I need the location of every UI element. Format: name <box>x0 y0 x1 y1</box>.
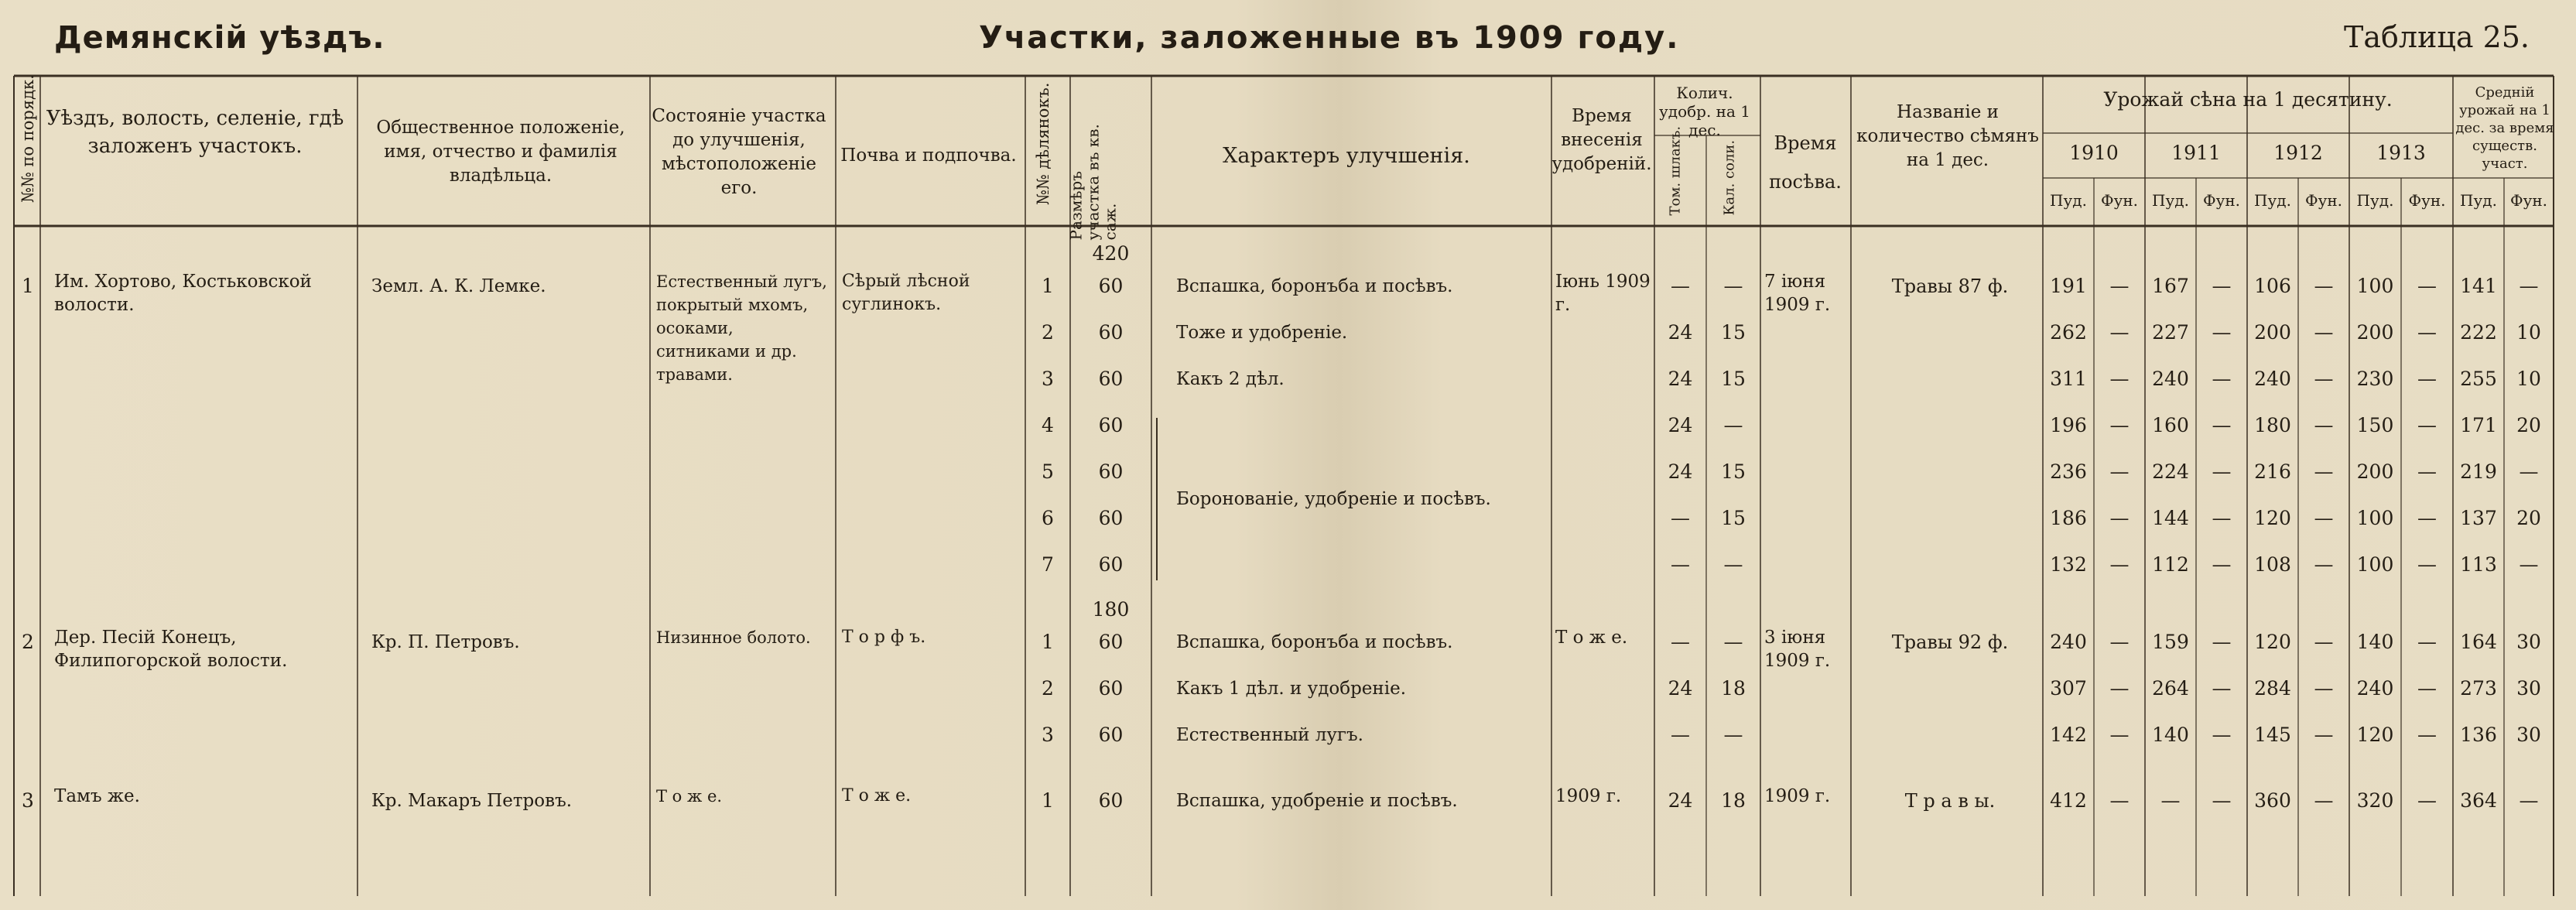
yield-fun: — <box>2417 368 2437 390</box>
avg-fun: 10 <box>2516 368 2541 390</box>
yield-pud: 142 <box>2050 724 2087 746</box>
yield-fun: — <box>2314 414 2334 436</box>
yield-fun: — <box>2109 275 2130 297</box>
yield-fun: — <box>2212 631 2232 653</box>
yield-pud: 120 <box>2254 631 2291 653</box>
yield-fun: — <box>2212 724 2232 746</box>
yield-pud: 307 <box>2050 677 2087 700</box>
yield-pud: 224 <box>2152 460 2189 483</box>
fert-tom-cell: 24 <box>1668 789 1693 812</box>
plot-size: 60 <box>1098 368 1124 390</box>
yield-pud: 186 <box>2050 507 2087 529</box>
fert-kal-cell: 18 <box>1721 789 1746 812</box>
plot-number: 1 <box>1042 789 1054 812</box>
yield-fun: — <box>2212 275 2232 297</box>
yield-fun: — <box>2109 507 2130 529</box>
avg-fun: — <box>2519 275 2539 297</box>
avg-fun: — <box>2519 553 2539 576</box>
subheader-pud: Пуд. <box>2460 191 2497 210</box>
plot-number: 4 <box>1042 414 1054 436</box>
fert-tom-cell: — <box>1671 631 1690 653</box>
yield-pud: 240 <box>2254 368 2291 390</box>
fert-kal-cell: 15 <box>1721 507 1746 529</box>
col-header-year-1910: 1910 <box>2069 142 2119 164</box>
subheader-fun: Фун. <box>2100 191 2139 210</box>
yield-pud: 240 <box>2050 631 2087 653</box>
yield-pud: 200 <box>2356 321 2394 344</box>
col-header-no: №№ по порядк. <box>19 74 37 203</box>
yield-pud: 230 <box>2356 368 2394 390</box>
avg-pud: 164 <box>2460 631 2497 653</box>
col-header-avg: Средній урожай на 1 дес. за время существ. участ. <box>2455 84 2554 172</box>
fert-time-cell: Іюнь 1909 г. <box>1555 272 1651 315</box>
yield-fun: — <box>2417 553 2437 576</box>
improvement-cell: Вспашка, боронъба и посѣвъ. <box>1176 632 1453 652</box>
yield-fun: — <box>2212 414 2232 436</box>
col-header-improvement: Характеръ улучшенія. <box>1223 144 1470 168</box>
col-header-fert-qty: Колич. удобр. на 1 дес. <box>1658 84 1751 139</box>
yield-fun: — <box>2109 553 2130 576</box>
yield-pud: 360 <box>2254 789 2291 812</box>
yield-fun: — <box>2109 631 2130 653</box>
fert-tom-cell: 24 <box>1668 321 1693 344</box>
avg-pud: 364 <box>2460 789 2497 812</box>
yield-fun: — <box>2212 368 2232 390</box>
improvement-cell: Вспашка, боронъба и посѣвъ. <box>1176 276 1453 296</box>
yield-fun: — <box>2314 677 2334 700</box>
state-cell: Т о ж е. <box>656 787 723 806</box>
yield-fun: — <box>2212 321 2232 344</box>
yield-fun: — <box>2314 553 2334 576</box>
yield-pud: 100 <box>2356 275 2394 297</box>
col-header-soil: Почва и подпочва. <box>840 145 1017 166</box>
avg-fun: 30 <box>2516 677 2541 700</box>
subheader-pud: Пуд. <box>2050 191 2087 210</box>
col-header-fert-tom: Том. шлакъ. <box>1667 125 1684 216</box>
avg-pud: 222 <box>2460 321 2497 344</box>
yield-fun: — <box>2109 368 2130 390</box>
yield-pud: 200 <box>2356 460 2394 483</box>
sow-time-cell: 3 іюня 1909 г. <box>1764 628 1831 671</box>
col-header-year-1912: 1912 <box>2273 142 2323 164</box>
plot-number: 2 <box>1042 677 1054 700</box>
yield-fun: — <box>2417 724 2437 746</box>
avg-fun: 30 <box>2516 631 2541 653</box>
plot-number: 3 <box>1042 724 1054 746</box>
avg-pud: 219 <box>2460 460 2497 483</box>
yield-fun: — <box>2212 507 2232 529</box>
avg-pud: 113 <box>2460 553 2497 576</box>
yield-fun: — <box>2314 631 2334 653</box>
yield-pud: 216 <box>2254 460 2291 483</box>
plot-number: 7 <box>1042 553 1054 576</box>
col-header-year-1913: 1913 <box>2376 142 2426 164</box>
page-title: Участки, заложенные въ 1909 году. <box>979 20 1680 56</box>
soil-cell: Т о ж е. <box>842 786 912 806</box>
yield-pud: 159 <box>2152 631 2189 653</box>
improvement-cell: Естественный лугъ. <box>1176 725 1363 745</box>
col-header-fert-time: Время внесенія удобреній. <box>1551 106 1652 174</box>
avg-pud: 255 <box>2460 368 2497 390</box>
col-header-seeds: Названіе и количество сѣмянъ на 1 дес. <box>1856 102 2039 170</box>
subheader-fun: Фун. <box>2509 191 2548 210</box>
owner-cell: Земл. А. К. Лемке. <box>371 276 546 296</box>
yield-fun: — <box>2212 677 2232 700</box>
yield-pud: — <box>2160 789 2181 812</box>
yield-pud: 160 <box>2152 414 2189 436</box>
col-header-owner: Общественное положеніе, имя, отчество и фамилія владѣльца. <box>376 118 625 186</box>
col-header-plot-no: №№ дѣлянокъ. <box>1034 82 1052 205</box>
row-number: 2 <box>22 631 34 653</box>
location-cell: Дер. Песій Конецъ, Филипогорской волости. <box>54 628 288 671</box>
yield-fun: — <box>2417 460 2437 483</box>
yield-fun: — <box>2314 275 2334 297</box>
subheader-pud: Пуд. <box>2356 191 2394 210</box>
yield-pud: 140 <box>2356 631 2394 653</box>
avg-pud: 137 <box>2460 507 2497 529</box>
seeds-cell: Т р а в ы. <box>1904 790 1996 812</box>
seeds-cell: Травы 87 ф. <box>1891 275 2009 297</box>
soil-cell: Сѣрый лѣсной суглинокъ. <box>842 272 970 314</box>
state-cell: Естественный лугъ, покрытый мхомъ, осоками, ситниками и др. травами. <box>656 272 827 384</box>
plot-number: 6 <box>1042 507 1054 529</box>
row-brace <box>1156 418 1165 580</box>
avg-fun: 20 <box>2516 414 2541 436</box>
yield-fun: — <box>2314 507 2334 529</box>
yield-pud: 140 <box>2152 724 2189 746</box>
fert-tom-cell: 24 <box>1668 368 1693 390</box>
fert-kal-cell: 15 <box>1721 460 1746 483</box>
yield-pud: 227 <box>2152 321 2189 344</box>
location-cell: Тамъ же. <box>54 786 140 806</box>
fert-kal-cell: — <box>1723 275 1743 297</box>
fert-kal-cell: 15 <box>1721 321 1746 344</box>
yield-fun: — <box>2417 677 2437 700</box>
fert-kal-cell: — <box>1723 414 1743 436</box>
fert-tom-cell: — <box>1671 553 1690 576</box>
yield-pud: 236 <box>2050 460 2087 483</box>
row-number: 1 <box>22 275 34 297</box>
location-cell: Им. Хортово, Костьковской волости. <box>54 272 312 315</box>
yield-fun: — <box>2109 460 2130 483</box>
yield-fun: — <box>2314 460 2334 483</box>
yield-pud: 120 <box>2356 724 2394 746</box>
yield-pud: 191 <box>2050 275 2087 297</box>
plot-size: 60 <box>1098 631 1124 653</box>
yield-pud: 196 <box>2050 414 2087 436</box>
col-header-state: Состояніе участка до улучшенія, мѣстоположеніе его. <box>652 106 826 198</box>
subheader-pud: Пуд. <box>2254 191 2291 210</box>
yield-fun: — <box>2109 677 2130 700</box>
col-header-sow-time: Время посѣва. <box>1769 132 1842 193</box>
fert-tom-cell: 24 <box>1668 414 1693 436</box>
avg-fun: — <box>2519 460 2539 483</box>
table-number: Таблица 25. <box>2344 20 2530 54</box>
yield-pud: 200 <box>2254 321 2291 344</box>
yield-pud: 412 <box>2050 789 2087 812</box>
yield-fun: — <box>2212 789 2232 812</box>
yield-fun: — <box>2109 414 2130 436</box>
avg-pud: 141 <box>2460 275 2497 297</box>
yield-pud: 180 <box>2254 414 2291 436</box>
yield-fun: — <box>2417 321 2437 344</box>
yield-fun: — <box>2417 789 2437 812</box>
yield-pud: 100 <box>2356 553 2394 576</box>
yield-pud: 262 <box>2050 321 2087 344</box>
fert-tom-cell: — <box>1671 275 1690 297</box>
plot-number: 5 <box>1042 460 1054 483</box>
yield-pud: 240 <box>2152 368 2189 390</box>
sow-time-cell: 1909 г. <box>1764 786 1831 806</box>
size-total: 180 <box>1092 598 1130 621</box>
avg-pud: 136 <box>2460 724 2497 746</box>
yield-pud: 240 <box>2356 677 2394 700</box>
improvement-cell: Вспашка, удобреніе и посѣвъ. <box>1176 791 1458 811</box>
yield-fun: — <box>2314 724 2334 746</box>
col-header-yield: Урожай сѣна на 1 десятину. <box>2103 88 2393 111</box>
yield-fun: — <box>2314 321 2334 344</box>
plot-size: 60 <box>1098 553 1124 576</box>
yield-fun: — <box>2417 631 2437 653</box>
yield-pud: 100 <box>2356 507 2394 529</box>
yield-pud: 284 <box>2254 677 2291 700</box>
plot-size: 60 <box>1098 677 1124 700</box>
yield-fun: — <box>2417 414 2437 436</box>
plot-size: 60 <box>1098 724 1124 746</box>
yield-pud: 311 <box>2050 368 2087 390</box>
yield-fun: — <box>2314 789 2334 812</box>
yield-pud: 145 <box>2254 724 2291 746</box>
plot-size: 60 <box>1098 789 1124 812</box>
yield-fun: — <box>2314 368 2334 390</box>
yield-fun: — <box>2212 553 2232 576</box>
plot-number: 1 <box>1042 275 1054 297</box>
avg-fun: 20 <box>2516 507 2541 529</box>
subheader-fun: Фун. <box>2304 191 2343 210</box>
avg-fun: — <box>2519 789 2539 812</box>
yield-fun: — <box>2417 275 2437 297</box>
plot-size: 60 <box>1098 321 1124 344</box>
subheader-fun: Фун. <box>2202 191 2241 210</box>
fert-kal-cell: — <box>1723 724 1743 746</box>
district-heading: Демянскій уѣздъ. <box>54 20 385 56</box>
seeds-cell: Травы 92 ф. <box>1891 631 2009 653</box>
yield-fun: — <box>2417 507 2437 529</box>
yield-pud: 320 <box>2356 789 2394 812</box>
row-number: 3 <box>22 789 34 812</box>
fert-tom-cell: 24 <box>1668 460 1693 483</box>
plot-size: 60 <box>1098 275 1124 297</box>
subheader-pud: Пуд. <box>2152 191 2189 210</box>
fert-kal-cell: 15 <box>1721 368 1746 390</box>
yield-pud: 132 <box>2050 553 2087 576</box>
fert-time-cell: 1909 г. <box>1555 786 1622 806</box>
fert-tom-cell: — <box>1671 724 1690 746</box>
subheader-fun: Фун. <box>2408 191 2446 210</box>
col-header-size: Размѣръ участка въ кв. саж. <box>1066 124 1120 241</box>
plot-size: 60 <box>1098 460 1124 483</box>
plot-size: 60 <box>1098 414 1124 436</box>
owner-cell: Кр. П. Петровъ. <box>371 632 520 652</box>
size-total: 420 <box>1092 242 1130 265</box>
col-header-year-1911: 1911 <box>2171 142 2221 164</box>
fert-kal-cell: — <box>1723 631 1743 653</box>
plot-number: 2 <box>1042 321 1054 344</box>
improvement-brace-text: Боронованіе, удобреніе и посѣвъ. <box>1176 489 1491 509</box>
col-header-fert-kal: Кал. соли. <box>1721 139 1738 216</box>
fert-kal-cell: — <box>1723 553 1743 576</box>
yield-pud: 264 <box>2152 677 2189 700</box>
plot-number: 3 <box>1042 368 1054 390</box>
yield-fun: — <box>2212 460 2232 483</box>
soil-cell: Т о р ф ъ. <box>842 628 926 647</box>
col-header-location: Уѣздъ, волость, селеніе, гдѣ заложенъ участокъ. <box>46 107 344 158</box>
yield-pud: 120 <box>2254 507 2291 529</box>
yield-pud: 106 <box>2254 275 2291 297</box>
yield-pud: 112 <box>2152 553 2189 576</box>
yield-fun: — <box>2109 724 2130 746</box>
yield-pud: 108 <box>2254 553 2291 576</box>
state-cell: Низинное болото. <box>656 628 811 647</box>
improvement-cell: Тоже и удобреніе. <box>1176 323 1348 343</box>
plot-size: 60 <box>1098 507 1124 529</box>
fert-tom-cell: — <box>1671 507 1690 529</box>
owner-cell: Кр. Макаръ Петровъ. <box>371 791 573 811</box>
avg-pud: 273 <box>2460 677 2497 700</box>
yield-fun: — <box>2109 321 2130 344</box>
fert-kal-cell: 18 <box>1721 677 1746 700</box>
fert-time-cell: Т о ж е. <box>1555 628 1628 648</box>
plot-number: 1 <box>1042 631 1054 653</box>
improvement-cell: Какъ 1 дѣл. и удобреніе. <box>1176 679 1407 699</box>
fert-tom-cell: 24 <box>1668 677 1693 700</box>
yield-pud: 167 <box>2152 275 2189 297</box>
sow-time-cell: 7 іюня 1909 г. <box>1764 272 1831 315</box>
improvement-cell: Какъ 2 дѣл. <box>1176 369 1285 389</box>
avg-fun: 10 <box>2516 321 2541 344</box>
avg-fun: 30 <box>2516 724 2541 746</box>
yield-fun: — <box>2109 789 2130 812</box>
yield-pud: 150 <box>2356 414 2394 436</box>
yield-pud: 144 <box>2152 507 2189 529</box>
avg-pud: 171 <box>2460 414 2497 436</box>
